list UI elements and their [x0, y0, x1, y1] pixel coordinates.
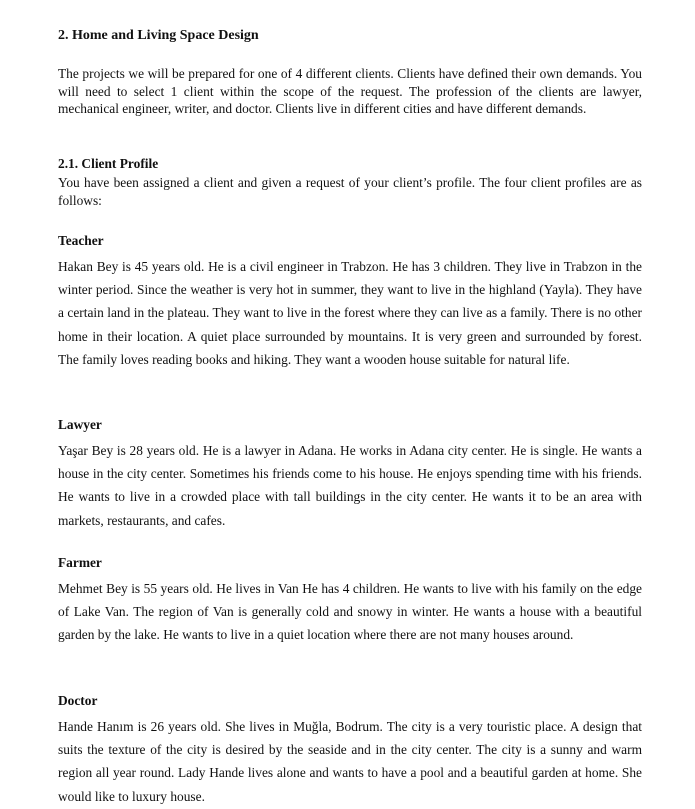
- client-profile-title: 2.1. Client Profile: [58, 156, 159, 171]
- client-profile-intro: You have been assigned a client and given a request of your client’s profile. The four client profiles are as follows:: [58, 175, 642, 208]
- profile-title: Teacher: [58, 233, 104, 248]
- profile-text: Hande Hanım is 26 years old. She lives in Muğla, Bodrum. The city is a very touristic place. A design that suits the texture of the city is desired by the seaside and in the city center. The city is a sunny and warm region all year round. Lady Hande lives alone and wants to have a pool and a beautiful garden at home. She would like to luxury house.: [58, 719, 642, 804]
- profile-doctor: [58, 692, 642, 808]
- profile-text: Hakan Bey is 45 years old. He is a civil engineer in Trabzon. He has 3 children. They live in Trabzon in the winter period. Since the weather is very hot in summer, they want to live in the highland (Yayla). They have a certain land in the plateau. They want to live in the forest where they can live as a family. There is no other home in their location. A quiet place surrounded by mountains. It is very green and surrounded by forest. The family loves reading books and hiking. They want a wooden house suitable for natural life.: [58, 259, 642, 367]
- profile-title: Lawyer: [58, 417, 102, 432]
- section-intro-paragraph: The projects we will be prepared for one of 4 different clients. Clients have defined their own demands. You will need to select 1 client within the scope of the request. The profession of the clients are lawyer, mechanical engineer, writer, and doctor. Clients live in different cities and have different demands.: [58, 66, 642, 117]
- profile-text: Mehmet Bey is 55 years old. He lives in Van He has 4 children. He wants to live with his family on the edge of Lake Van. The region of Van is generally cold and snowy in winter. He wants a house with a beautiful garden by the lake. He wants to live in a quiet location where there are not many houses around.: [58, 581, 642, 643]
- profile-text: Yaşar Bey is 28 years old. He is a lawyer in Adana. He works in Adana city center. He is single. He wants a house in the city center. Sometimes his friends come to his house. He enjoys spending time with his friends. He wants to live in a crowded place with tall buildings in the city center. He wants it to be an area with markets, restaurants, and cafes.: [58, 443, 642, 528]
- profile-title: Doctor: [58, 693, 98, 708]
- profile-title: Farmer: [58, 555, 102, 570]
- profile-lawyer: [58, 416, 642, 532]
- profile-teacher: [58, 232, 642, 371]
- profile-farmer: [58, 554, 642, 647]
- section-title: 2. Home and Living Space Design: [58, 28, 259, 43]
